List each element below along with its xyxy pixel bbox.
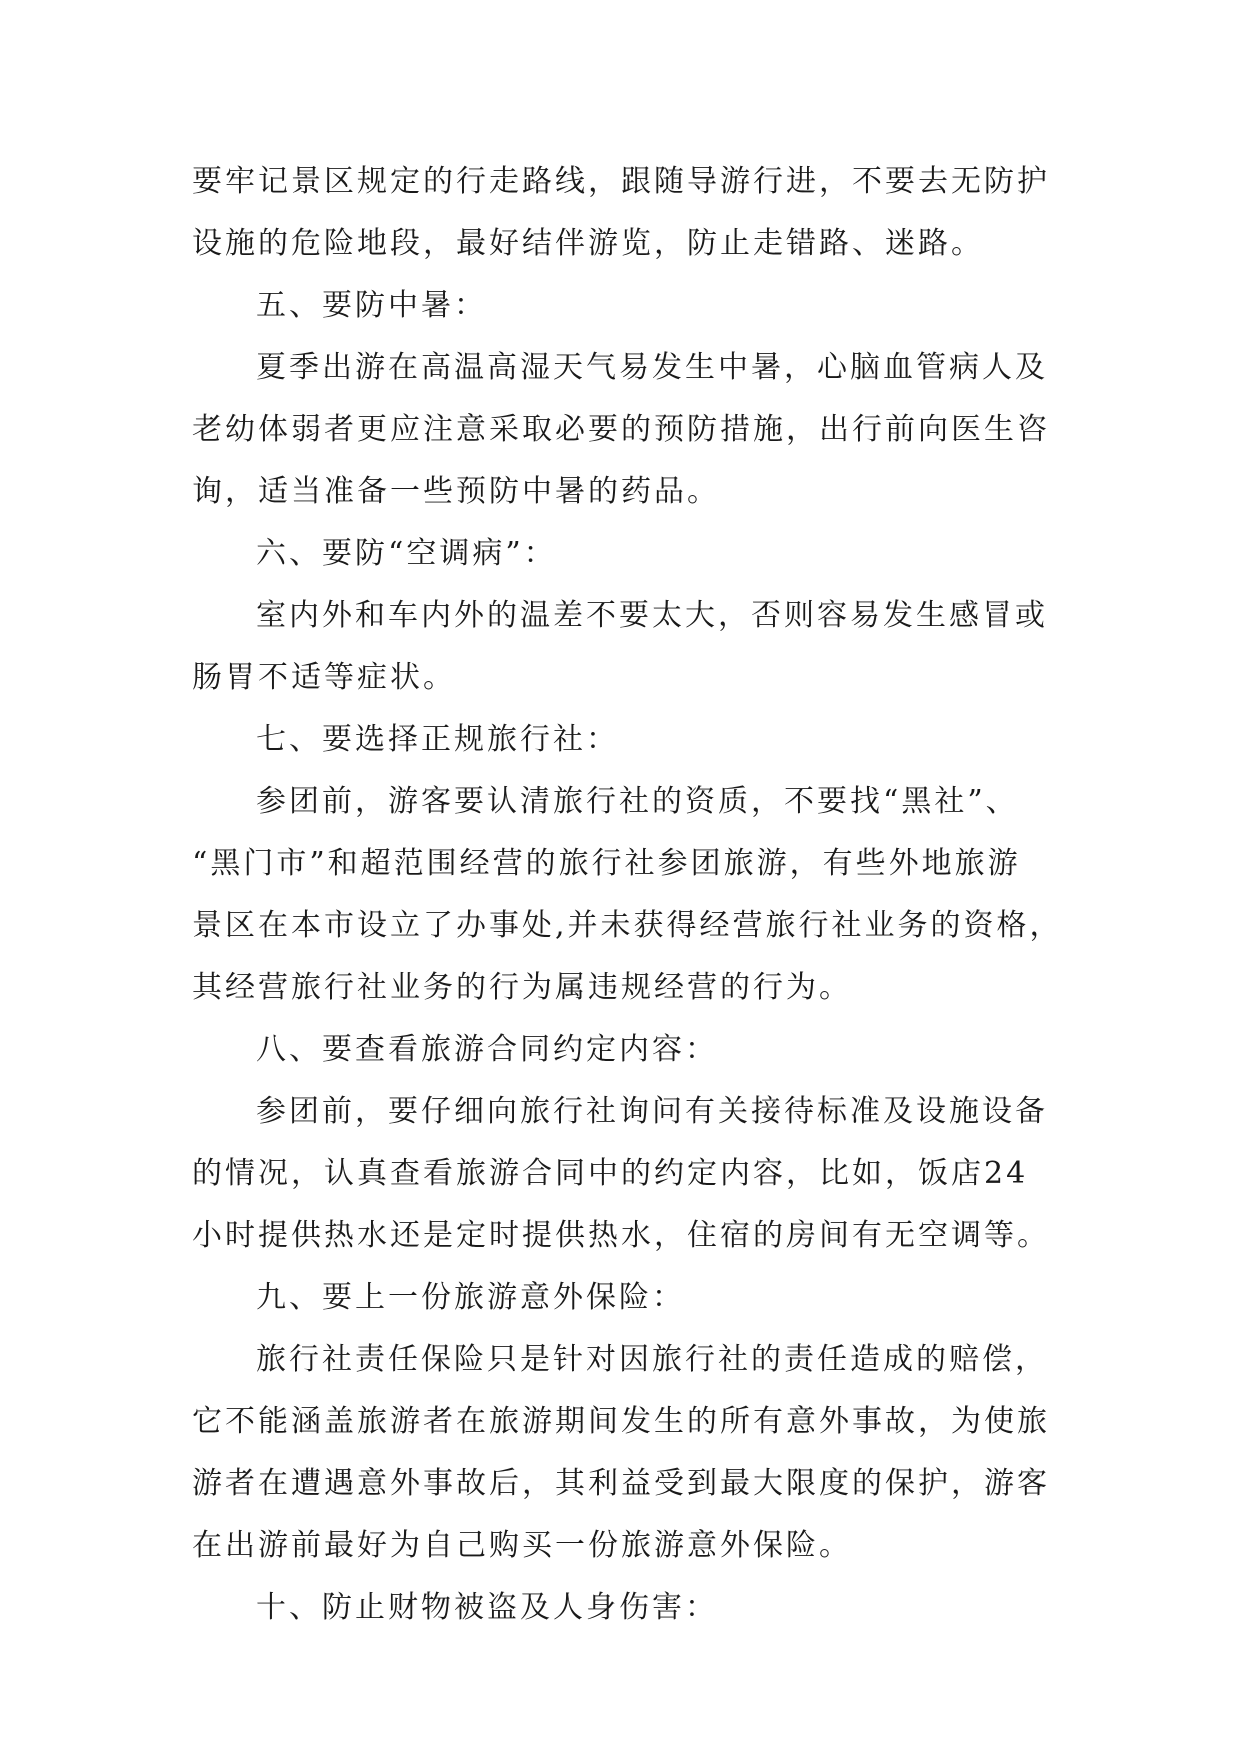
- section-heading: 十、防止财物被盗及人身伤害：: [256, 1590, 718, 1625]
- body-line: 室内外和车内外的温差不要太大，否则容易发生感冒或: [256, 598, 1048, 633]
- body-line: “黑门市”和超范围经营的旅行社参团旅游，有些外地旅游: [192, 846, 1021, 881]
- body-line: 景区在本市设立了办事处,并未获得经营旅行社业务的资格，: [192, 908, 1063, 943]
- body-line: 在出游前最好为自己购买一份旅游意外保险。: [192, 1528, 852, 1563]
- section-heading: 九、要上一份旅游意外保险：: [256, 1280, 685, 1315]
- body-line: 要牢记景区规定的行走路线，跟随导游行进，不要去无防护: [192, 164, 1050, 199]
- body-line: 夏季出游在高温高湿天气易发生中暑，心脑血管病人及: [256, 350, 1048, 385]
- section-heading: 八、要查看旅游合同约定内容：: [256, 1032, 718, 1067]
- body-line: 参团前，要仔细向旅行社询问有关接待标准及设施设备: [256, 1094, 1048, 1129]
- document-body: [192, 151, 1072, 1639]
- body-line: 参团前，游客要认清旅行社的资质，不要找“黑社”、: [256, 784, 1019, 819]
- section-heading: 五、要防中暑：: [256, 288, 487, 323]
- body-line: 旅行社责任保险只是针对因旅行社的责任造成的赔偿，: [256, 1342, 1048, 1377]
- body-line: 肠胃不适等症状。: [192, 660, 456, 695]
- body-line: 的情况，认真查看旅游合同中的约定内容，比如，饭店24: [192, 1156, 1029, 1191]
- section-heading: 六、要防“空调病”：: [256, 536, 557, 571]
- body-line: 其经营旅行社业务的行为属违规经营的行为。: [192, 970, 852, 1005]
- body-line: 询，适当准备一些预防中暑的药品。: [192, 474, 720, 509]
- body-line: 老幼体弱者更应注意采取必要的预防措施，出行前向医生咨: [192, 412, 1050, 447]
- body-line: 设施的危险地段，最好结伴游览，防止走错路、迷路。: [192, 226, 984, 261]
- section-heading: 七、要选择正规旅行社：: [256, 722, 619, 757]
- body-line: 它不能涵盖旅游者在旅游期间发生的所有意外事故，为使旅: [192, 1404, 1050, 1439]
- body-line: 游者在遭遇意外事故后，其利益受到最大限度的保护，游客: [192, 1466, 1050, 1501]
- body-line: 小时提供热水还是定时提供热水，住宿的房间有无空调等。: [192, 1218, 1050, 1253]
